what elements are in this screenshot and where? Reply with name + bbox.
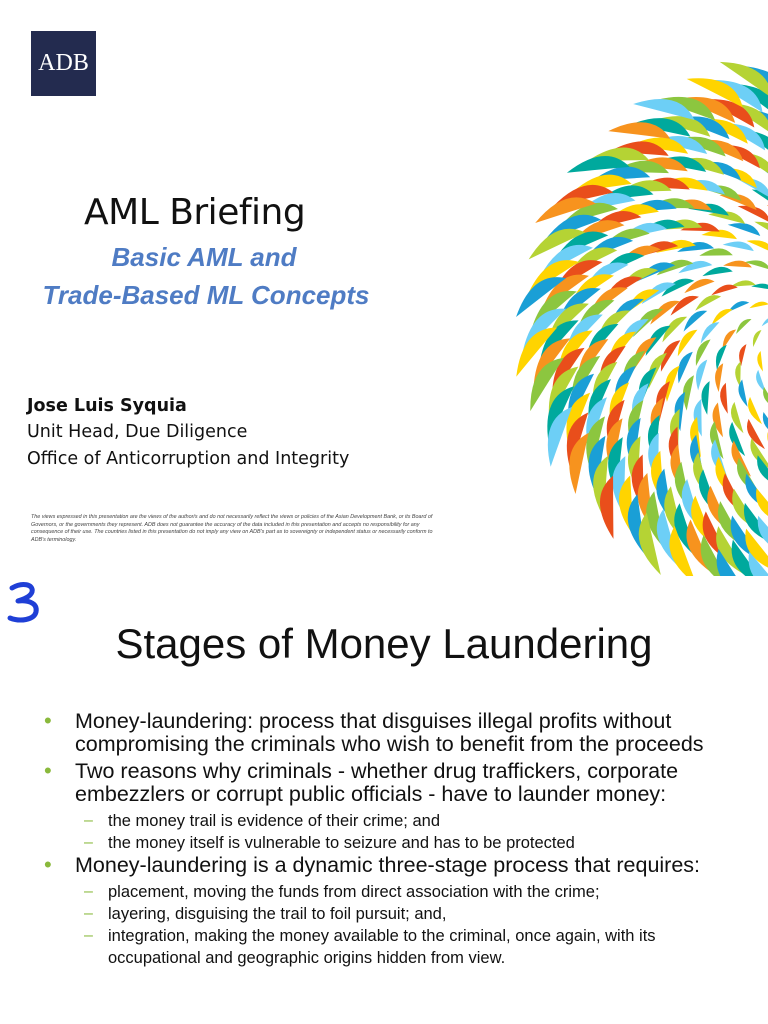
sub-bullet-item <box>0 903 768 925</box>
bullet-marker: • <box>44 852 52 877</box>
sub-bullet-text: layering, disguising the trail to foil pursuit; and, <box>108 905 447 923</box>
bullet-marker: • <box>44 708 52 733</box>
author-role: Unit Head, Due Diligence <box>27 422 248 442</box>
burst-petal <box>762 315 768 328</box>
slide-subtitle-line2: Trade-Based ML Concepts <box>42 280 370 310</box>
sub-bullet-marker: – <box>84 905 93 922</box>
sub-bullet-text: placement, moving the funds from direct association with the crime; <box>108 883 600 901</box>
adb-logo: ADB <box>31 31 96 96</box>
burst-petal <box>751 370 768 393</box>
sub-bullet-item <box>0 925 768 969</box>
slide-title: AML Briefing <box>84 192 306 233</box>
sub-bullet-marker: – <box>84 927 93 944</box>
burst-petal <box>706 363 735 392</box>
bullet-item <box>0 710 768 756</box>
sub-bullet-item <box>0 832 768 854</box>
sub-bullet-text: the money itself is vulnerable to seizure and has to be protected <box>108 834 575 852</box>
bullet-text: Two reasons why criminals - whether drug traffickers, corporate embezzlers or corrupt public officials - have to launder money: <box>75 759 679 806</box>
burst-petal <box>711 279 738 305</box>
sub-bullet-marker: – <box>84 883 93 900</box>
burst-petal <box>760 387 768 410</box>
author-office: Office of Anticorruption and Integrity <box>27 449 350 469</box>
sub-bullet-marker: – <box>84 834 93 851</box>
bullet-item <box>0 760 768 806</box>
burst-petal <box>761 412 768 438</box>
burst-petal <box>731 379 758 406</box>
burst-petal <box>684 310 708 331</box>
burst-petal <box>748 330 766 347</box>
burst-petal <box>723 252 752 281</box>
burst-petal <box>728 297 750 317</box>
sub-bullet-item <box>0 810 768 832</box>
bullet-marker: • <box>44 758 52 783</box>
author-name: Jose Luis Syquia <box>27 396 187 416</box>
disclaimer-text: The views expressed in this presentation are the views of the author/s and do not necessarily reflect the views or policies of the Asian Development Bank, or its Board of Governors, or the governments they represent. ADB does not guarantee the accuracy of the data included in this presentation and accepts no responsibility for any consequence of their use. The countries listed in this presentation do not imply any view on ADB's part as to sovereignty or independent status or necessarily conform to ADB's terminology. <box>31 514 433 543</box>
burst-petal <box>732 344 755 366</box>
burst-petal <box>735 319 752 334</box>
content-slide-title: Stages of Money Laundering <box>115 620 653 667</box>
bullet-list <box>0 710 768 969</box>
sub-bullet-item <box>0 881 768 903</box>
sub-bullet-text: the money trail is evidence of their crime; and <box>108 812 440 830</box>
burst-petal <box>749 297 768 316</box>
bullet-item <box>0 854 768 877</box>
burst-petal <box>751 277 768 299</box>
burst-petal <box>752 351 768 372</box>
sub-bullet-text: integration, making the money available to the criminal, once again, with its occupational and geographic origins hidden from view. <box>108 927 656 967</box>
bullet-text: Money-laundering: process that disguises illegal profits without compromising the criminals who wish to benefit from the proceeds <box>75 709 704 756</box>
content-slide <box>0 576 768 1024</box>
sub-bullet-marker: – <box>84 812 93 829</box>
slide-subtitle-line1: Basic AML and <box>111 242 297 272</box>
bullet-text: Money-laundering is a dynamic three-stage process that requires: <box>75 853 701 877</box>
